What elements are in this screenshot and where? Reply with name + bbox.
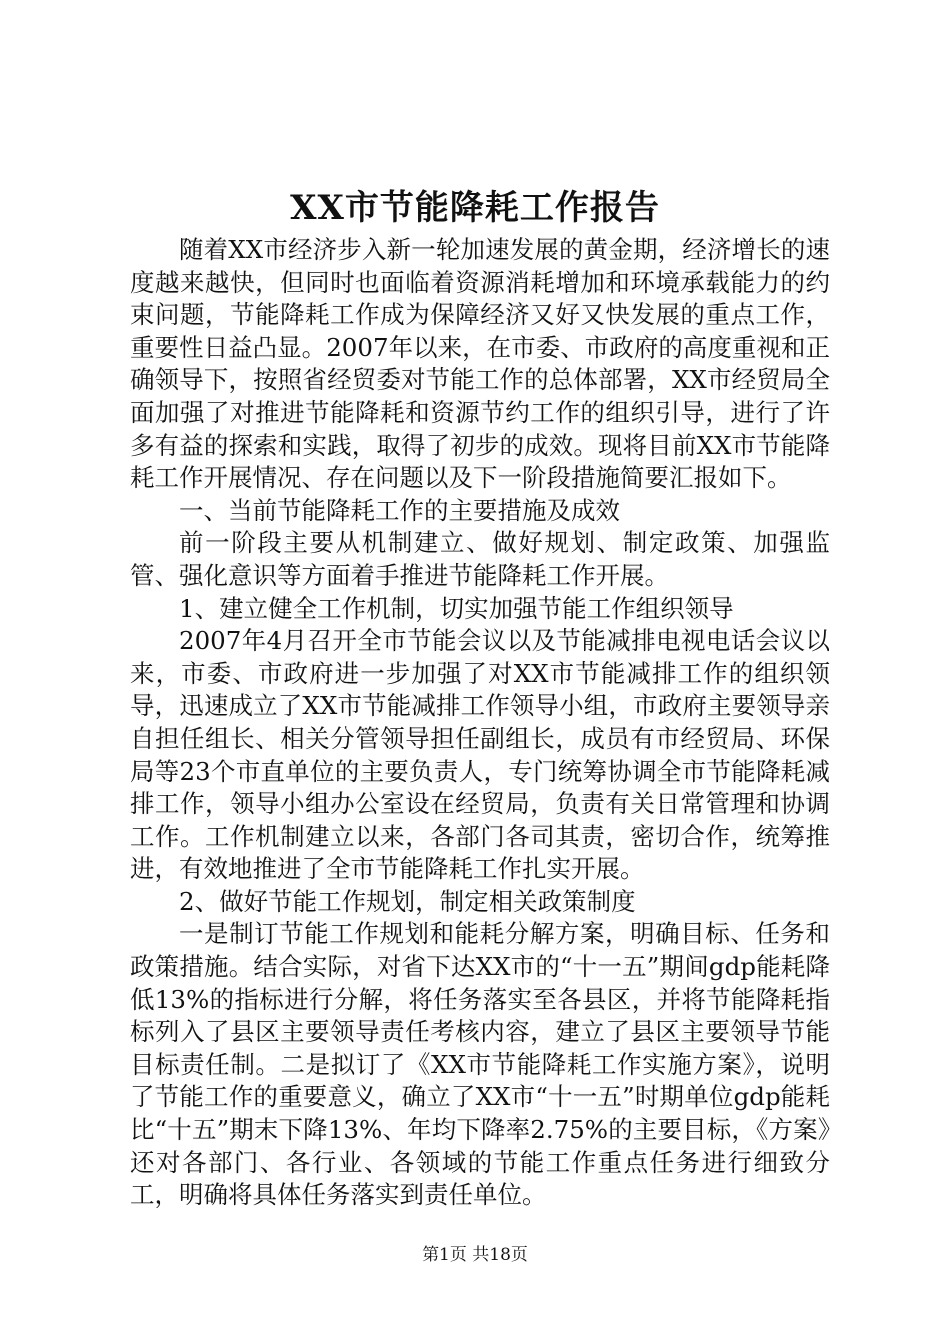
paragraph-intro: 随着XX市经济步入新一轮加速发展的黄金期，经济增长的速度越来越快，但同时也面临着资源消耗增加和环境承载能力的约束问题，节能降耗工作成为保障经济又好又快发展的重点工作，重要性日益凸显。2007年以来，在市委、市政府的高度重视和正确领导下，按照省经贸委对节能工作的总体部署，XX市经贸局全面加强了对推进节能降耗和资源节约工作的组织引导，进行了许多有益的探索和实践，取得了初步的成效。现将目前XX市节能降耗工作开展情况、存在问题以及下一阶段措施简要汇报如下。	[130, 235, 830, 493]
document-body	[130, 234, 830, 1212]
paragraph-planning: 一是制订节能工作规划和能耗分解方案，明确目标、任务和政策措施。结合实际，对省下达XX市的“十一五”期间gdp能耗降低13%的指标进行分解，将任务落实至各县区，并将节能降耗指标列入了县区主要领导责任考核内容，建立了县区主要领导节能目标责任制。二是拟订了《XX市节能降耗工作实施方案》，说明了节能工作的重要意义，确立了XX市“十一五”时期单位gdp能耗比“十五”期末下降13%、年均下降率2.75%的主要目标，《方案》还对各部门、各行业、各领域的节能工作重点任务进行细致分工，明确将具体任务落实到责任单位。	[130, 919, 830, 1210]
document-title: XX市节能降耗工作报告	[290, 188, 660, 228]
subsection-heading-1: 1、建立健全工作机制，切实加强节能工作组织领导	[179, 593, 734, 623]
page-footer: 第1页 共18页	[422, 1245, 528, 1265]
paragraph-mechanism: 2007年4月召开全市节能会议以及节能减排电视电话会议以来，市委、市政府进一步加强了对XX市节能减排工作的组织领导，迅速成立了XX市节能减排工作领导小组，市政府主要领导亲自担任组长、相关分管领导担任副组长，成员有市经贸局、环保局等23个市直单位的主要负责人，专门统筹协调全市节能降耗减排工作，领导小组办公室设在经贸局，负责有关日常管理和协调工作。工作机制建立以来，各部门各司其责，密切合作，统筹推进，有效地推进了全市节能降耗工作扎实开展。	[130, 626, 830, 884]
section-heading-1: 一、当前节能降耗工作的主要措施及成效	[179, 495, 620, 525]
paragraph-overview: 前一阶段主要从机制建立、做好规划、制定政策、加强监管、强化意识等方面着手推进节能降耗工作开展。	[130, 528, 830, 590]
subsection-heading-2: 2、做好节能工作规划，制定相关政策制度	[179, 886, 636, 916]
